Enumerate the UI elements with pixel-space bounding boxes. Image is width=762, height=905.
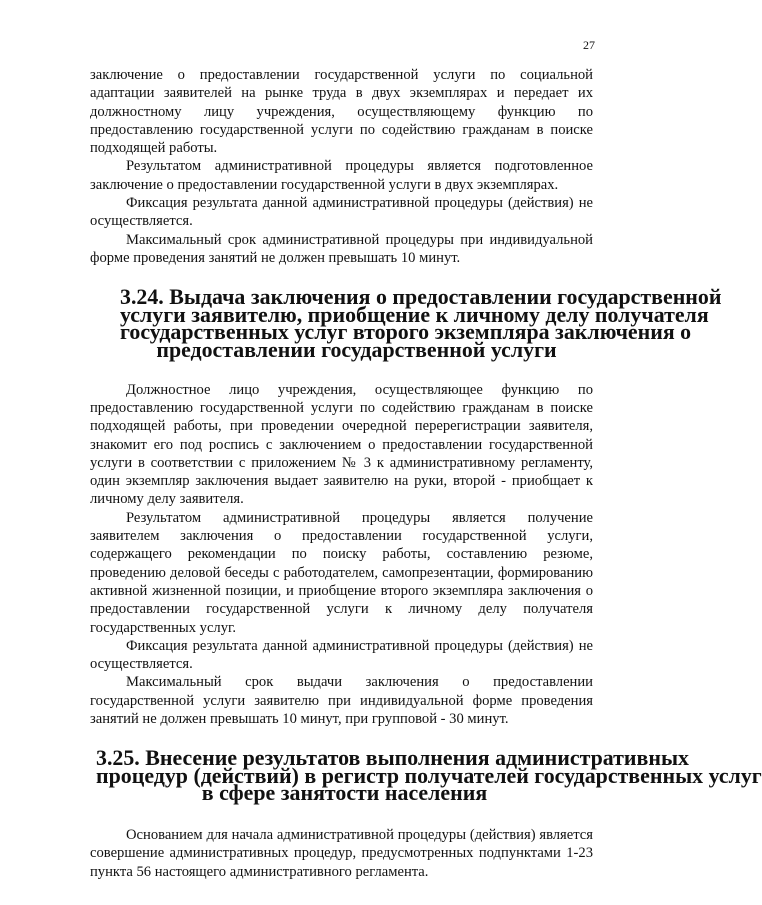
paragraph-fixation: Фиксация результата данной административной процедуры (действия) не осуществляется. — [90, 637, 593, 673]
paragraph-fixation: Фиксация результата данной административной процедуры (действия) не осуществляется. — [90, 195, 593, 230]
heading-line: процедур (действий) в регистр получателей государственных услуг — [96, 762, 762, 788]
heading-line: услуги заявителю, приобщение к личному делу получателя — [120, 301, 709, 327]
page-number: 27 — [583, 38, 595, 52]
heading-line: в сфере занятости населения — [201, 780, 488, 806]
paragraph-official: Должностное лицо учреждения, осуществляющее функцию по предоставлению государственной услуги по содействию гражданам в поиске подходящей работы, при проведении очередной перерегистрации заявителя, знакомит его под роспись с заключением о предоставлении государственной услуги в соответствии с приложением № 3 к административному регламенту, один экземпляр заключения выдает заявителю на руки, второй - приобщает к личному делу заявителя. — [90, 381, 593, 508]
page-body — [90, 66, 762, 881]
paragraph-result: Результатом административной процедуры является подготовленное заключение о предоставлении государственной услуги в двух экземплярах. — [90, 158, 593, 193]
heading-line: предоставлении государственной услуги — [156, 337, 557, 363]
section-heading-3-25 — [90, 745, 762, 806]
heading-line: 3.25. Внесение результатов выполнения административных — [96, 745, 690, 771]
paragraph-result: Результатом административной процедуры является получение заявителем заключения о предоставлении государственной услуги, содержащего рекомендации по поиску работы, составлению резюме, проведению деловой беседы с работодателем, самопрезентации, формированию активной жизненной позиции, и приобщение второго экземпляра заключения о предоставлении государственной услуги к личному делу получателя государственных услуг. — [90, 509, 593, 636]
heading-line: государственных услуг второго экземпляра заключения о — [120, 319, 692, 345]
paragraph-basis: Основанием для начала административной процедуры (действия) является совершение административных процедур, предусмотренных подпунктами 1-23 пункта 56 настоящего административного регламента. — [90, 827, 593, 880]
paragraph-max-time: Максимальный срок выдачи заключения о предоставлении государственной услуги заявителю при индивидуальной форме проведения занятий не должен превышать 10 минут, при групповой - 30 минут. — [90, 674, 593, 727]
paragraph-continuation: заключение о предоставлении государственной услуги по социальной адаптации заявителей на рынке труда в двух экземплярах и передает их должностному лицу учреждения, осуществляющему функцию по предоставлению государственной услуги по содействию гражданам в поиске подходящей работы. — [90, 67, 593, 157]
paragraph-max-time: Максимальный срок административной процедуры при индивидуальной форме проведения занятий не должен превышать 10 минут. — [90, 231, 593, 266]
heading-line: 3.24. Выдача заключения о предоставлении государственной — [120, 284, 722, 310]
section-heading-3-24 — [90, 284, 722, 363]
